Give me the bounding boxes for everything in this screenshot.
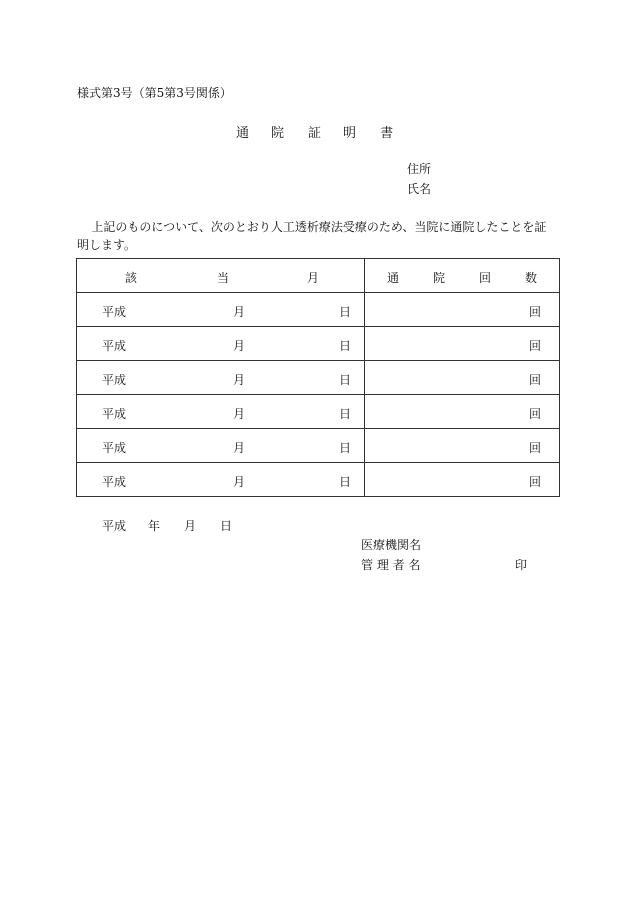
count-unit: 回	[529, 373, 542, 387]
title-char: 書	[380, 126, 394, 141]
issue-date	[102, 517, 232, 534]
count-unit: 回	[529, 305, 542, 319]
count-unit: 回	[529, 339, 542, 353]
count-cell	[365, 361, 560, 395]
issue-era: 平成	[102, 519, 127, 533]
table-row	[77, 463, 560, 497]
count-unit: 回	[529, 407, 542, 421]
month-label: 月	[233, 441, 246, 455]
manager-name-label: 管 理 者 名	[361, 558, 421, 572]
table-row	[77, 429, 560, 463]
header-char: 当	[217, 271, 230, 285]
era-label: 平成	[102, 373, 127, 387]
address-label: 住所	[407, 162, 432, 176]
table-header-row	[77, 259, 560, 293]
issue-year: 年	[148, 519, 161, 533]
institution-name-label: 医療機関名	[361, 538, 422, 552]
header-char: 院	[433, 271, 446, 285]
table-row	[77, 361, 560, 395]
date-cell	[77, 429, 365, 463]
date-cell	[77, 293, 365, 327]
seal-label: 印	[515, 558, 528, 572]
day-label: 日	[339, 475, 352, 489]
table-row	[77, 327, 560, 361]
header-char: 回	[479, 271, 492, 285]
day-label: 日	[339, 339, 352, 353]
table-row	[77, 293, 560, 327]
era-label: 平成	[102, 305, 127, 319]
title-char: 院	[271, 126, 285, 141]
issue-day: 日	[220, 519, 233, 533]
count-cell	[365, 463, 560, 497]
issue-month: 月	[184, 519, 197, 533]
title-char: 通	[236, 126, 250, 141]
era-label: 平成	[102, 441, 127, 455]
header-char: 数	[525, 271, 538, 285]
month-label: 月	[233, 373, 246, 387]
certification-text: 上記のものについて、次のとおり人工透析療法受療のため、当院に通院したことを証明します。	[77, 220, 547, 252]
date-cell	[77, 395, 365, 429]
count-unit: 回	[529, 475, 542, 489]
count-cell	[365, 327, 560, 361]
day-label: 日	[339, 407, 352, 421]
count-unit: 回	[529, 441, 542, 455]
era-label: 平成	[102, 339, 127, 353]
date-cell	[77, 361, 365, 395]
count-cell	[365, 293, 560, 327]
month-label: 月	[233, 305, 246, 319]
header-char: 通	[387, 271, 400, 285]
count-cell	[365, 429, 560, 463]
form-number: 様式第3号（第5第3号関係）	[77, 86, 232, 100]
header-visit-count	[365, 259, 560, 293]
count-cell	[365, 395, 560, 429]
era-label: 平成	[102, 475, 127, 489]
month-label: 月	[233, 339, 246, 353]
day-label: 日	[339, 373, 352, 387]
month-label: 月	[233, 475, 246, 489]
document-title	[236, 122, 393, 141]
visit-table	[76, 258, 560, 497]
month-label: 月	[233, 407, 246, 421]
title-char: 明	[343, 126, 357, 141]
date-cell	[77, 327, 365, 361]
date-cell	[77, 463, 365, 497]
name-label: 氏名	[407, 182, 432, 196]
day-label: 日	[339, 441, 352, 455]
day-label: 日	[339, 305, 352, 319]
table-row	[77, 395, 560, 429]
title-char: 証	[308, 126, 322, 141]
header-char: 月	[307, 271, 320, 285]
era-label: 平成	[102, 407, 127, 421]
header-applicable-month	[77, 259, 365, 293]
header-char: 該	[125, 271, 138, 285]
